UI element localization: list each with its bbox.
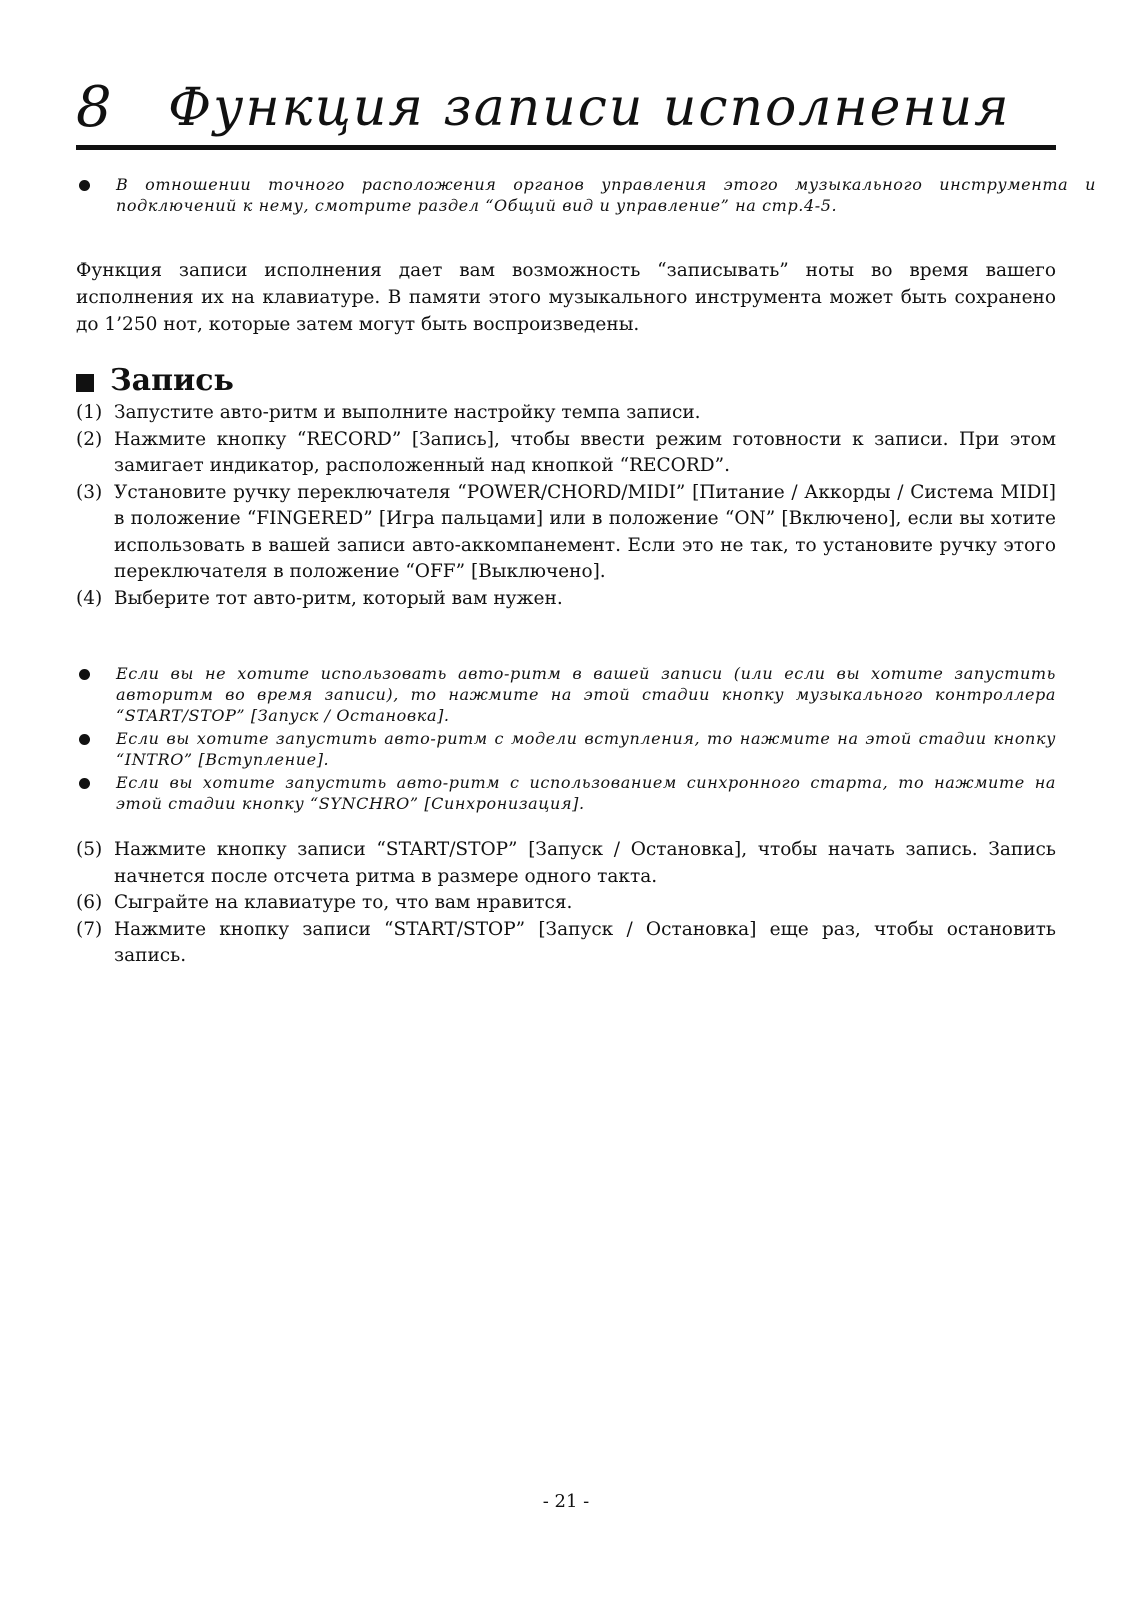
square-bullet-icon (76, 374, 94, 392)
step-text: Запустите авто-ритм и выполните настройку темпа записи. (114, 402, 701, 423)
bullet-icon (79, 734, 90, 745)
step-number: (2) (76, 428, 103, 450)
section-heading (76, 361, 234, 401)
step-text: Нажмите кнопку записи “START/STOP” [Запуск / Остановка] еще раз, чтобы остановить запись. (114, 918, 1056, 966)
note-text: Если вы хотите запустить авто-ритм с модели вступления, то нажмите на этой стадии кнопку “INTRO” [Вступление]. (116, 729, 1056, 769)
chapter-header (76, 72, 1056, 150)
page-number: - 21 - (542, 1491, 590, 1512)
intro-paragraph: Функция записи исполнения дает вам возможность “записывать” ноты во время вашего исполнения их на клавиатуре. В памяти этого музыкального инструмента может быть сохранено до 1’250 нот, которые затем могут быть воспроизведены. (76, 260, 1056, 335)
step-number: (3) (76, 481, 103, 503)
step-item (76, 890, 1056, 917)
step-number: (1) (76, 402, 103, 423)
step-item (76, 400, 1056, 427)
notes-list (76, 663, 1056, 816)
step-item (76, 586, 1056, 613)
intro-note (76, 174, 1096, 216)
step-text: Установите ручку переключателя “POWER/CHORD/MIDI” [Питание / Аккорды / Система MIDI] в положение “FINGERED” [Игра пальцами] или в положение “ON” [Включено], если вы хотите использовать в вашей записи авто-аккомпанемент. Если это не так, то установите ручку этого переключателя в положение “OFF” [Выключено]. (114, 481, 1056, 582)
chapter-title: Функция записи исполнения (168, 78, 1011, 138)
step-text: Нажмите кнопку “RECORD” [Запись], чтобы ввести режим готовности к записи. При этом замигает индикатор, расположенный над кнопкой “RECORD”. (114, 428, 1056, 476)
step-item (76, 917, 1056, 970)
step-number: (6) (76, 892, 103, 913)
steps-list-c (76, 837, 1056, 970)
intro-note-text: В отношении точного расположения органов управления этого музыкального инструмента и подключений к нему, смотрите раздел “Общий вид и управление” на стр.4-5. (116, 175, 1096, 215)
step-number: (4) (76, 587, 103, 609)
step-item (76, 427, 1056, 480)
section-title: Запись (110, 363, 234, 398)
step-item (76, 837, 1056, 890)
note-item (76, 728, 1056, 770)
bullet-icon (79, 669, 90, 680)
step-number: (7) (76, 918, 103, 940)
note-text: Если вы не хотите использовать авто-ритм в вашей записи (или если вы хотите запустить авторитм во время записи), то нажмите на этой стадии кнопку музыкального контроллера “START/STOP” [Запуск / Остановка]. (116, 664, 1056, 725)
note-item (76, 772, 1056, 814)
bullet-icon (79, 778, 90, 789)
step-number: (5) (76, 839, 103, 860)
step-text: Выберите тот авто-ритм, который вам нужен. (114, 587, 563, 609)
note-text: Если вы хотите запустить авто-ритм с использованием синхронного старта, то нажмите на этой стадии кнопку “SYNCHRO” [Синхронизация]. (116, 773, 1056, 813)
chapter-number: 8 (76, 75, 112, 140)
bullet-icon (79, 180, 90, 191)
step-text: Нажмите кнопку записи “START/STOP” [Запуск / Остановка], чтобы начать запись. Запись начнется после отсчета ритма в размере одного такта. (114, 839, 1056, 887)
steps-list-a (76, 400, 1056, 612)
step-text: Сыграйте на клавиатуре то, что вам нравится. (114, 892, 573, 913)
note-item (76, 663, 1056, 726)
step-item (76, 480, 1056, 586)
manual-page (76, 0, 1096, 1600)
